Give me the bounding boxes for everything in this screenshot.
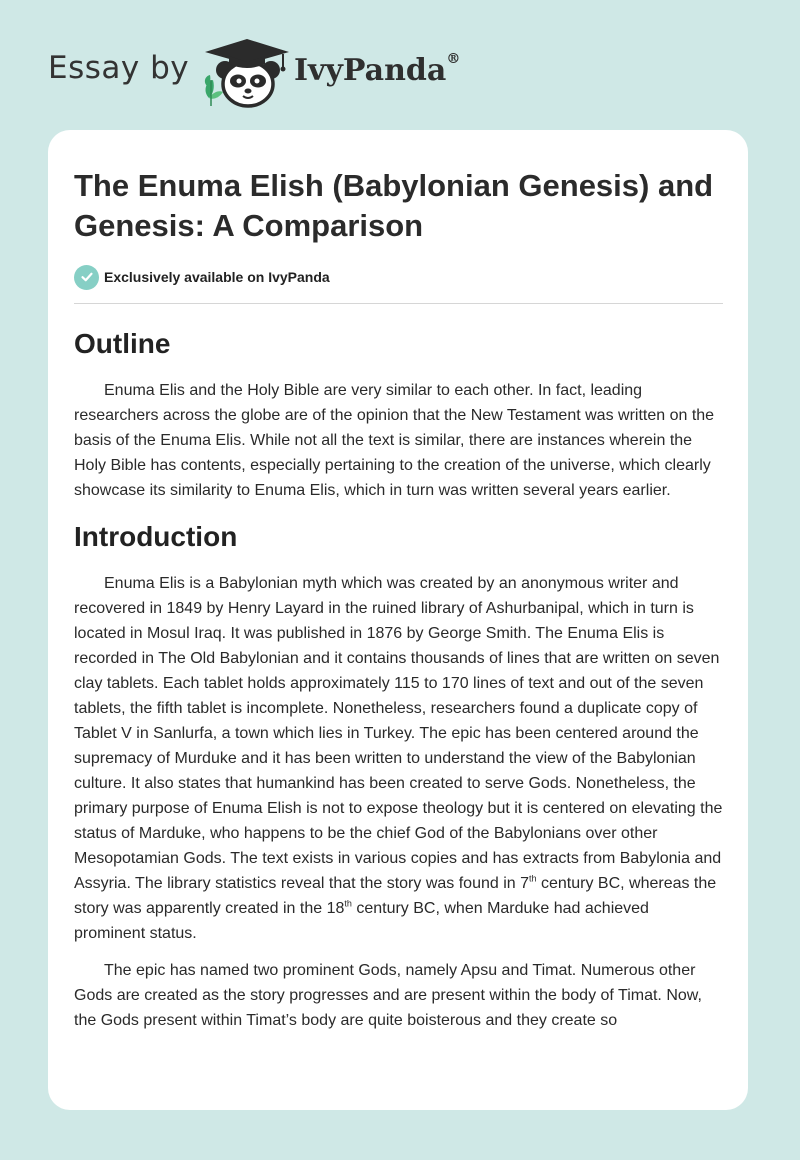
exclusive-badge: [74, 264, 330, 290]
ordinal-suffix: th: [529, 873, 537, 884]
panda-graduate-icon: [201, 36, 293, 108]
brand-name: IvyPanda®: [294, 51, 461, 88]
article-body: [74, 324, 724, 1045]
ordinal-suffix: th: [344, 898, 352, 909]
section-heading-introduction: Introduction: [74, 521, 238, 552]
brand-prefix: Essay by: [48, 50, 190, 86]
article-title: The Enuma Elish (Babylonian Genesis) and Genesis: A Comparison: [74, 168, 714, 243]
outline-paragraph: Enuma Elis and the Holy Bible are very similar to each other. In fact, leading researchers across the globe are of the opinion that the New Testament was written on the basis of the Enuma Elis. While not all the text is similar, there are instances wherein the Holy Bible has contents, especially pertaining to the creation of the universe, which clearly showcase its similarity to Enuma Elis, which in turn was written several years earlier.: [74, 382, 715, 499]
exclusive-badge-text: Exclusively available on IvyPanda: [104, 269, 330, 285]
check-circle-icon: [74, 265, 99, 290]
registered-mark: ®: [446, 51, 461, 67]
article-card: [48, 130, 748, 1110]
title-divider: [74, 303, 723, 304]
introduction-paragraph-1: Enuma Elis is a Babylonian myth which was created by an anonymous writer and recovered in 1849 by Henry Layard in the ruined library of Ashurbanipal, which in turn is located in Mosul Iraq. It was published in 1876 by George Smith. The Enuma Elis is recorded in The Old Babylonian and it contains thousands of lines that are written on seven clay tablets. Each tablet holds approximately 115 to 170 lines of text and out of the seven tablets, the fifth tablet is incomplete. Nonetheless, researchers found a duplicate copy of Tablet V in Sanlurfa, a town which lies in Turkey. The epic has been centered around the supremacy of Murduke and it has been written to understand the view of the Babylonian culture. It also states that humankind has been created to serve Gods. Nonetheless, the primary purpose of Enuma Elish is not to expose theology but it is centered on elevating the status of Marduke, who happens to be the chief God of the Babylonians over other Mesopotamian Gods. The text exists in various copies and has extracts from Babylonia and Assyria. The library statistics reveal that the story was found in 7th century BC, whereas the story was apparently created in the 18th century BC, when Marduke had achieved prominent status.: [74, 575, 723, 942]
section-heading-outline: Outline: [74, 328, 171, 359]
introduction-paragraph-2: The epic has named two prominent Gods, namely Apsu and Timat. Numerous other Gods are created as the story progresses and are present within the body of Timat. Now, the Gods present within Timat’s body are quite boisterous and they create so: [74, 962, 702, 1029]
site-header: [0, 0, 800, 130]
